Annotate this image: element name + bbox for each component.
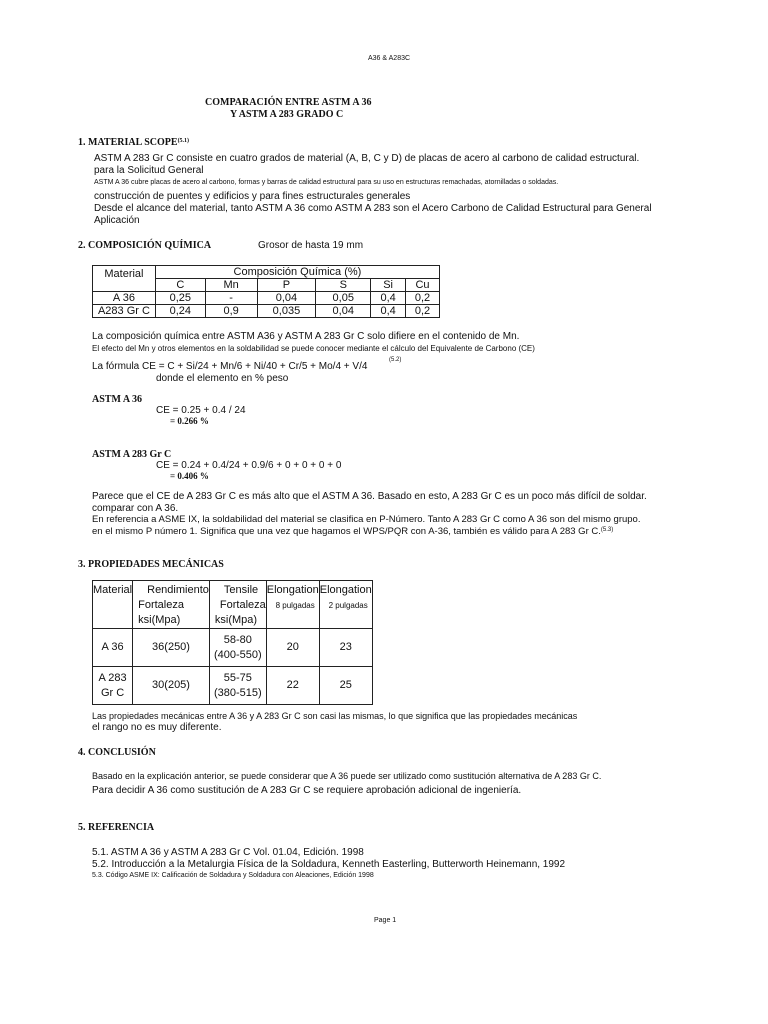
cell-elongation-2in: 25 xyxy=(319,667,372,705)
section4-heading: 4. CONCLUSIÓN xyxy=(78,747,156,758)
chemical-composition-table xyxy=(92,265,440,318)
section1-heading: 1. MATERIAL $SCOPE^{(5.1)}$ xyxy=(78,137,190,148)
document-title-line1: COMPARACIÓN ENTRE ASTM A 36 xyxy=(205,97,372,108)
cell-tensile: 58-80 (400-550) xyxy=(209,629,266,667)
ce-formula: La fórmula CE = C + Si/24 + Mn/6 + Ni/40 + Cr/5 + Mo/4 + V/4 xyxy=(92,361,368,372)
section2-paragraph2: El efecto del Mn y otros elementos en la soldabilidad se puede conocer mediante el cálculo del Equivalente de Carbono (CE) xyxy=(92,344,535,353)
cell-value: 0,05 xyxy=(316,292,371,305)
section5-heading: 5. REFERENCIA xyxy=(78,822,155,833)
section1-heading-ref: (5.1) xyxy=(177,138,190,144)
cell-value: 0,2 xyxy=(406,305,440,318)
cell-tensile: 55-75 (380-515) xyxy=(209,667,266,705)
a36-ce-result: = 0.266 % xyxy=(170,416,209,426)
cell-value: 0,4 xyxy=(371,292,406,305)
section2-paragraph3: Parece que el CE de A 283 Gr C es más alto que el ASTM A 36. Basado en esto, A 283 Gr C es un poco más difícil de soldar. xyxy=(92,491,647,502)
a36-ce-calc: CE = 0.25 + 0.4 / 24 xyxy=(156,405,246,416)
page-number: Page 1 xyxy=(374,917,397,924)
col-header-mn: Mn xyxy=(205,279,257,292)
col-header-yield: Rendimiento Fortaleza ksi(Mpa) xyxy=(133,581,210,629)
col-header-cu: Cu xyxy=(406,279,440,292)
cell-value: 0,2 xyxy=(406,292,440,305)
col-header-elongation-2in: Elongation 2 pulgadas xyxy=(319,581,372,629)
cell-value: 0,035 xyxy=(257,305,316,318)
thickness-note: Grosor de hasta 19 mm xyxy=(258,240,364,251)
col-header-elongation-8in: Elongation 8 pulgadas xyxy=(266,581,319,629)
table-header-row xyxy=(93,581,373,629)
cell-material: A 283 Gr C xyxy=(93,667,133,705)
cell-elongation-2in: 23 xyxy=(319,629,372,667)
section2-paragraph6-ref: (5.3) xyxy=(600,527,614,533)
section2-paragraph6: en el mismo P número 1. Significa que una vez que hagamos el WPS/PQR con A-36, también es válido para A 283 Gr C.$^{(5.3)}$ xyxy=(92,526,614,537)
section3-paragraph2: el rango no es muy diferente. xyxy=(92,722,222,733)
table-row xyxy=(93,629,373,667)
col-header-material: Material xyxy=(93,266,156,292)
reference-item: 5.3. Código ASME IX: Calificación de Soldadura y Soldadura con Aleaciones, Edición 1998 xyxy=(92,872,374,879)
cell-elongation-8in: 20 xyxy=(266,629,319,667)
table-row xyxy=(93,667,373,705)
cell-value: 0,25 xyxy=(155,292,205,305)
section1-line4: construcción de puentes y edificios y para fines estructurales generales xyxy=(94,191,411,202)
col-header-tensile: Tensile Fortaleza ksi(Mpa) xyxy=(209,581,266,629)
cell-value: - xyxy=(205,292,257,305)
section1-line6: Aplicación xyxy=(94,215,140,226)
section1-line3: ASTM A 36 cubre placas de acero al carbono, formas y barras de calidad estructural para su uso en estructuras remachadas, atornilladas o soldadas. xyxy=(94,179,559,186)
col-header-composition: Composición Química (%) xyxy=(155,266,439,279)
a283-ce-result: = 0.406 % xyxy=(170,471,209,481)
cell-material: A 36 xyxy=(93,292,156,305)
ce-formula-ref: (5.2) xyxy=(389,357,402,363)
section4-paragraph1: Basado en la explicación anterior, se puede considerar que A 36 puede ser utilizado como sustitución alternativa de A 283 Gr C. xyxy=(92,771,602,781)
col-header-p: P xyxy=(257,279,316,292)
table-row xyxy=(93,292,440,305)
table-row xyxy=(93,305,440,318)
section1-line2: para la Solicitud General xyxy=(94,165,204,176)
cell-yield: 30(205) xyxy=(133,667,210,705)
col-header-material: Material xyxy=(93,581,133,629)
a283-label: ASTM A 283 Gr C xyxy=(92,449,172,460)
a283-ce-calc: CE = 0.24 + 0.4/24 + 0.9/6 + 0 + 0 + 0 + 0 xyxy=(156,460,342,471)
col-header-c: C xyxy=(155,279,205,292)
ce-formula-note: donde el elemento en % peso xyxy=(156,373,289,384)
section2-heading: 2. COMPOSICIÓN QUÍMICA xyxy=(78,240,212,251)
mechanical-properties-table xyxy=(92,580,373,705)
cell-material: A 36 xyxy=(93,629,133,667)
cell-value: 0,9 xyxy=(205,305,257,318)
section3-heading: 3. PROPIEDADES MECÁNICAS xyxy=(78,559,224,570)
cell-value: 0,04 xyxy=(316,305,371,318)
document-title-line2: Y ASTM A 283 GRADO C xyxy=(230,109,344,120)
reference-item: 5.2. Introducción a la Metalurgia Física de la Soldadura, Kenneth Easterling, Butterworth Heinemann, 1992 xyxy=(92,859,566,870)
reference-item: 5.1. ASTM A 36 y ASTM A 283 Gr C Vol. 01.04, Edición. 1998 xyxy=(92,847,364,858)
col-header-s: S xyxy=(316,279,371,292)
section3-paragraph1: Las propiedades mecánicas entre A 36 y A 283 Gr C son casi las mismas, lo que significa que las propiedades mecánicas xyxy=(92,711,578,721)
section4-paragraph2: Para decidir A 36 como sustitución de A 283 Gr C se requiere aprobación adicional de ingeniería. xyxy=(92,785,522,796)
section1-line5: Desde el alcance del material, tanto ASTM A 36 como ASTM A 283 son el Acero Carbono de Calidad Estructural para General xyxy=(94,203,652,214)
cell-yield: 36(250) xyxy=(133,629,210,667)
table-header-row xyxy=(93,266,440,279)
cell-elongation-8in: 22 xyxy=(266,667,319,705)
col-header-si: Si xyxy=(371,279,406,292)
page-header: A36 & A283C xyxy=(368,55,411,62)
cell-value: 0,24 xyxy=(155,305,205,318)
section2-paragraph1: La composición química entre ASTM A36 y ASTM A 283 Gr C solo difiere en el contenido de Mn. xyxy=(92,331,520,342)
cell-value: 0,04 xyxy=(257,292,316,305)
a36-label: ASTM A 36 xyxy=(92,394,143,405)
section1-line1: ASTM A 283 Gr C consiste en cuatro grados de material (A, B, C y D) de placas de acero al carbono de calidad estructural. xyxy=(94,153,640,164)
cell-value: 0,4 xyxy=(371,305,406,318)
cell-material: A283 Gr C xyxy=(93,305,156,318)
section2-paragraph4: comparar con A 36. xyxy=(92,503,179,514)
section2-paragraph5: En referencia a ASME IX, la soldabilidad del material se clasifica en P-Número. Tanto A 283 Gr C como A 36 son del mismo grupo. xyxy=(92,514,641,525)
